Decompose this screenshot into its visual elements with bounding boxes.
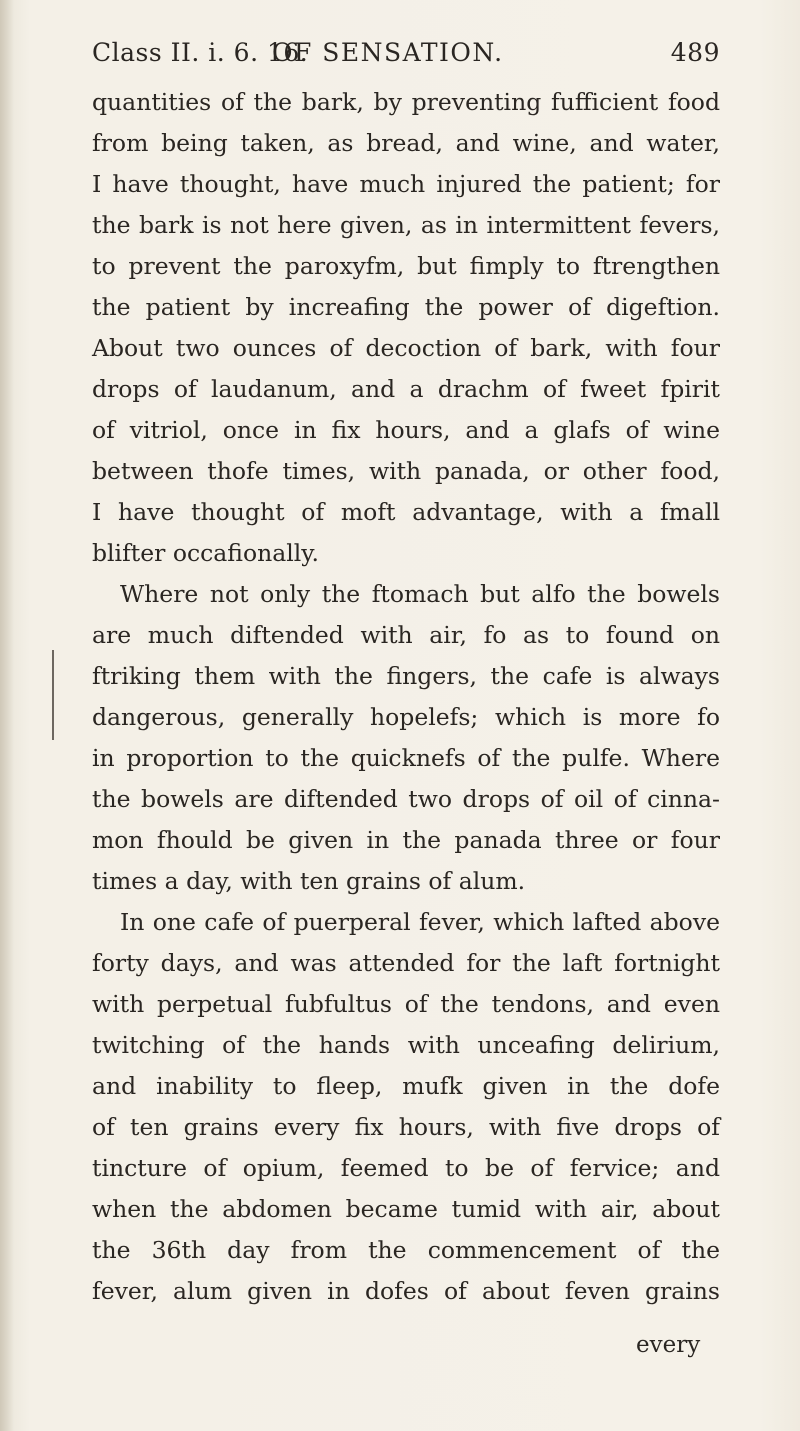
text-line-17: in proportion to the quicknefs of the pulfe. Where [92,744,720,772]
catchword: every [636,1332,701,1358]
text-line-9: of vitriol, once in fix hours, and a glafs of wine [92,416,720,444]
text-line-24: twitching of the hands with unceafing delirium, [92,1031,720,1059]
text-line-10: between thofe times, with panada, or other food, [92,457,720,485]
text-line-23: with perpetual fubfultus of the tendons, and even [92,990,720,1018]
text-line-3: I have thought, have much injured the patient; for [92,170,720,198]
text-line-21: In one cafe of puerperal fever, which lafted above [120,908,720,936]
text-line-6: the patient by increafing the power of digeftion. [92,293,720,321]
text-line-18: the bowels are diftended two drops of oil of cinna- [92,785,720,813]
text-line-7: About two ounces of decoction of bark, with four [92,334,720,362]
text-line-4: the bark is not here given, as in intermittent fevers, [92,211,720,239]
text-line-19: mon fhould be given in the panada three or four [92,826,720,854]
running-header [92,30,720,70]
margin-mark [52,650,54,740]
text-line-28: when the abdomen became tumid with air, about [92,1195,720,1223]
header-section-reference: Class II. i. 6. 16. [92,38,309,67]
text-line-27: tincture of opium, feemed to be of fervice; and [92,1154,720,1182]
text-line-26: of ten grains every fix hours, with five drops of [92,1113,720,1141]
text-line-13: Where not only the ftomach but alfo the bowels [120,580,720,608]
text-line-5: to prevent the paroxyfm, but fimply to ftrengthen [92,252,720,280]
text-line-16: dangerous, generally hopelefs; which is more fo [92,703,720,731]
text-line-25: and inability to fleep, mufk given in the dofe [92,1072,720,1100]
header-title: OF SENSATION. [272,38,504,67]
text-line-1: quantities of the bark, by preventing fufficient food [92,88,720,116]
text-line-29: the 36th day from the commencement of the [92,1236,720,1264]
spine-shadow [0,0,14,1431]
text-line-15: ftriking them with the fingers, the cafe is always [92,662,720,690]
text-line-8: drops of laudanum, and a drachm of fweet fpirit [92,375,720,403]
page-number: 489 [670,38,720,67]
text-line-20: times a day, with ten grains of alum. [92,867,526,895]
text-line-30: fever, alum given in dofes of about feven grains [92,1277,720,1305]
text-line-11: I have thought of moft advantage, with a fmall [92,498,720,526]
text-line-2: from being taken, as bread, and wine, and water, [92,129,720,157]
text-line-14: are much diftended with air, fo as to found on [92,621,720,649]
text-line-12: blifter occafionally. [92,539,319,567]
text-line-22: forty days, and was attended for the laft fortnight [92,949,720,977]
